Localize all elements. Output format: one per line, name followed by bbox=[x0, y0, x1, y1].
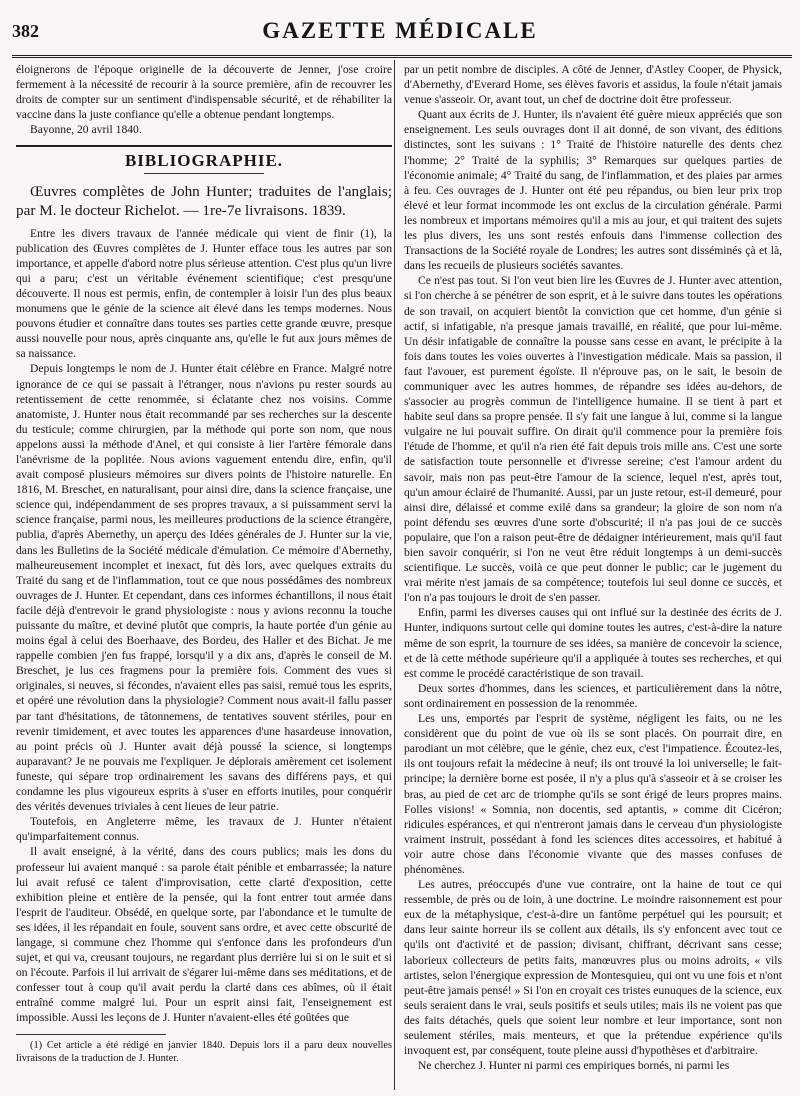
left-column bbox=[16, 62, 392, 1065]
book-title: Œuvres complètes de John Hunter; traduites de l'anglais; par M. le docteur Richelot. — 1re-7e livraisons. 1839. bbox=[16, 182, 392, 219]
section-title: BIBLIOGRAPHIE. bbox=[124, 151, 284, 171]
body-paragraph: Ne cherchez J. Hunter ni parmi ces empiriques bornés, ni parmi les bbox=[418, 1059, 730, 1073]
body-paragraph: Ce n'est pas tout. Si l'on veut bien lire les Œuvres de J. Hunter avec attention, si l'on cherche à se pénétrer de son esprit, et à le suivre dans toutes les opérations de son travail, on acquiert bientôt la conviction que cet homme, d'un génie si actif, si infatigable, n'a presque jamais travaillé, en réalité, que pour lui-même. Un désir infatigable de connaître la pousse sans cesse en avant, le précipite à la fois dans toutes les voies ouvertes à l'investigation médicale. Mais sa passion, il faut l'avouer, est purement égoïste. Il n'éprouve pas, on le sait, le besoin de communiquer avec les autres hommes, de répandre ses idées au-dehors, de s'associer au progrès commun de l'intelligence humaine. Il se tient à part et habite seul dans sa propre pensée. Il s'y fait une langue à lui, comme si la langue vulgaire ne lui pouvait suffire. On dirait qu'il commence pour la première fois l'étude de l'homme, et qu'il n'a rien été fait depuis trois mille ans. C'est une sorte de satisfaction toute personnelle et d'ivresse sereine; c'est l'amour ardent du savoir, mais non pas peut-être l'amour de la science, lequel n'est, après tout, qu'un amour éclairé de l'humanité. Aussi, par un juste retour, est-il demeuré, pour ainsi dire, délaissé et comme exilé dans sa grandeur; la gloire de son nom n'a point défendu ses œuvres d'une sorte d'obscurité; il n'a pas joui de ce succès populaire, que l'on a raison peut-être de dédaigner intérieurement, mais qu'il faut bien savoir conquérir, si l'on ne veut être réduit longtemps à un demi-succès scientifique. Le succès, voilà ce que peut donner le public; car le jugement du vrai mérite n'est jamais de sa compétence; toutefois lui seul donne ce succès, et l'on n'a pas toujours le droit de s'en passer. bbox=[404, 274, 782, 605]
column-separator bbox=[394, 60, 395, 1090]
section-divider bbox=[16, 145, 392, 147]
body-paragraph: Enfin, parmi les diverses causes qui ont influé sur la destinée des écrits de J. Hunter, indiquons surtout celle qui domine toutes les autres, c'est-à-dire la nature même de son esprit, la tournure de ses idées, sa manière de concevoir la science, et de là cette méthode supérieure qu'il a appliquée à toutes ses recherches, et qui est comme le procédé caractéristique de son travail. bbox=[404, 606, 782, 680]
body-paragraph: Entre les divers travaux de l'année médicale qui vient de finir (1), la publication des Œuvres complètes de J. Hunter efface tous les autres par son importance, et appelle d'abord notre plus sérieuse attention. C'est plus qu'un livre qui a paru; c'est un véritable événement scientifique; c'est presqu'une découverte. Il nous est permis, enfin, de contempler à loisir l'un des plus beaux monumens que le génie de la science ait élevé dans les temps modernes. Nous pouvons étudier et connaître dans toutes ses parties cette grande œuvre, presque aussi nouvelle pour nous, après cinquante ans, qu'elle le fut aux jours mêmes de sa naissance. bbox=[16, 226, 392, 361]
body-paragraph: Deux sortes d'hommes, dans les sciences, et particulièrement dans la nôtre, sont ordinairement en possession de la renommée. bbox=[404, 681, 782, 710]
footnote: (1) Cet article a été rédigé en janvier 1840. Depuis lors il a paru deux nouvelles livraisons de la traduction de J. Hunter. bbox=[16, 1039, 392, 1064]
body-paragraph: Les autres, préoccupés d'une vue contraire, ont la haine de tout ce qui ressemble, de près ou de loin, à une doctrine. Le moindre raisonnement est pour eux de la métaphysique, c'est-à-dire un fantôme perpétuel qui les poursuit; et dans leur sainte horreur ils se collent aux détails, ils s'y enfoncent avec tout ce qu'ils ont d'activité et de passion; divisant, chiffrant, décrivant sans cesse; laborieux collecteurs de petits faits, manœuvres plus ou moins adroits, « vils artistes, selon l'énergique expression de Montesquieu, qui ont vu une fois et n'ont peut-être jamais pensé! » Si l'on en croyait ces tristes eunuques de la science, eux seuls seraient dans le vrai, seuls positifs et seuls utiles; mais ils ne voient pas que des faits détachés, quels que soient leur nombre et leur importance, sont non seulement stériles, mais menteurs, et que la prétendue expérience qu'ils invoquent est, par conséquent, toute pleine aussi d'hypothèses et d'arbitraire. bbox=[404, 878, 782, 1058]
body-paragraph: Depuis longtemps le nom de J. Hunter était célèbre en France. Malgré notre ignorance de ce qui se passait à l'étranger, nous n'avions pu rester sourds au retentissement de cette renommée, si éclatante chez nos voisins. Comme anatomiste, J. Hunter nous était recommandé par ses recherches sur la descente du testicule; comme chirurgien, par la méthode qui porte son nom, que nous appelons aussi la méthode d'Anel, et qui consiste à lier l'artère fémorale dans l'anévrisme de la poplitée. Nous avions vaguement entendu dire, enfin, qu'il avait composé plusieurs mémoires sur divers points de l'histoire naturelle. En 1816, M. Breschet, en naturalisant, pour ainsi dire, dans la science française, une science qui, indépendamment de ses propres travaux, a si puissamment servi la science française, parmi nous, les meilleures productions de la science étrangère, publia, d'après Abernethy, un aperçu des Idées générales de J. Hunter sur la vie, dans les Bulletins de la Société médicale d'émulation. Ce mémoire d'Abernethy, malheureusement incomplet et inexact, fut dès lors, avec quelques extraits du Traité du sang et de l'inflammation, tout ce que nous possédâmes des nombreux ouvrages de J. Hunter. Et cependant, dans ces informes échantillons, il nous était facile déjà d'entrevoir le grand physiologiste : nous y avions reconnu la touche puissante du maître, et deviné plutôt que compris, la haute portée d'un génie au moins égal à celui des Boerhaave, des Bordeu, des Haller et des Bichat. Je me rappelle combien j'en fus frappé, lorsqu'il y a dix ans, d'après le conseil de M. Breschet, je lus ces fragmens pour la première fois. Comment des vues si originales, si neuves, si fécondes, n'avaient elles pas saisi, remué tous les esprits, et opéré une révolution dans la physiologie? Comment nous avait-il fallu passer par tant d'hésitations, de tâtonnemens, de tentatives souvent stériles, pour en revenir timidement, et avec toutes les apparences d'une hasardeuse innovation, au point précis où J. Hunter avait déjà poussé la science, si longtemps auparavant? Je ne pouvais me l'expliquer. Je déplorais amèrement cet isolement funeste, qui sépare trop ordinairement les savans des différens pays, et qui condamne les plus vigoureux esprits à s'user en efforts inutiles, pour conquérir des vérités devenues triviales à cent lieues de leur patrie. bbox=[16, 362, 392, 814]
header-rule bbox=[12, 55, 792, 58]
right-column bbox=[404, 62, 782, 1073]
article-continuation: éloignerons de l'époque originelle de la découverte de Jenner, j'ose croire fermement à la nécessité de recourir à la source première, afin de recouvrer les droits de compter sur un sentiment d'indispensable sécurité, et de réhabiliter la vaccine dans la juste confiance qu'elle a obtenue pendant longtemps. bbox=[16, 63, 392, 122]
body-paragraph: Quant aux écrits de J. Hunter, ils n'avaient été guère mieux appréciés que son enseignement. Les seuls ouvrages dont il ait donné, de son vivant, des éditions distinctes, sont les suivans : 1° Traité de l'histoire naturelle des dents chez l'homme; 2° Traité de la syphilis; 3° Remarques sur quelques parties de l'économie animale; 4° Traité du sang, de l'inflammation, et des plaies par armes à feu. Ces ouvrages de J. Hunter ont été peu répandus, ou bien leur prix trop élevé et leur format incommode les ont exclus de la circulation générale. Parmi les nombreux et importans mémoires qu'il a mis au jour, et qui traitent des sujets les plus divers, les uns sont restés enfouis dans l'immense collection des Transactions de la Société royale de Londres; les autres sont disséminés çà et là, dans les recueils de plusieurs sociétés savantes. bbox=[404, 108, 782, 273]
page-number: 382 bbox=[12, 21, 39, 41]
body-paragraph: par un petit nombre de disciples. A côté de Jenner, d'Astley Cooper, de Physick, d'Abernethy, d'Everard Home, ses élèves favoris et assidus, la foule n'était jamais venue s'asseoir. Or, avant tout, un chef de doctrine doit être professeur. bbox=[404, 63, 782, 107]
body-paragraph: Il avait enseigné, à la vérité, dans des cours publics; mais les dons du professeur lui avaient manqué : sa parole était pénible et embarrassée; la nature lui avait refusé ce talent d'improvisation, cette clarté d'exposition, cette exhibition pleine et entière de la pensée, qui la font entrer tout armée dans l'esprit de l'auditeur. Obsédé, en quelque sorte, par l'abondance et le tumulte de ses idées, il les répandait en foule, souvent sans ordre, et avec cette obscurité de langage, si commune chez l'homme qui s'enfonce dans les profondeurs d'un sujet, et qui va, creusant toujours, ne regardant plus derrière lui si on le suit et si on l'écoute. Parfois il lui arrivait de s'égarer lui-même dans ses méditations, et de confesser tout à coup qu'il avait perdu la clarté dans ces abîmes, où il était entraîné comme malgré lui. Pour un esprit ainsi fait, l'enseignement est impossible. Aussi les leçons de J. Hunter n'avaient-elles été goûtées que bbox=[16, 845, 392, 1025]
title-rule bbox=[144, 173, 264, 174]
body-paragraph: Les uns, emportés par l'esprit de système, négligent les faits, ou ne les considèrent que du point de vue où ils se sont placés. On pourrait dire, en parodiant un mot célèbre, que le génie, chez eux, c'est l'impatience. Écoutez-les, ils ont toujours refait la médecine à neuf; ils ont trouvé la loi universelle; le fait-principe; la dernière borne est posée, il n'y a plus qu'à s'asseoir et à se croiser les bras, au pied de cet arc de triomphe qu'ils se sont érigé de leurs propres mains. Folles visions! « Somnia, non docentis, sed aptantis, » comme dit Cicéron; ridicules espérances, et qui n'entreront jamais dans le cerveau d'un physiologiste vraiment instruit, possédant à fond les sciences dites accessoires, et habitué à voir autre chose dans l'économie vivante que des masses confuses de phénomènes. bbox=[404, 712, 782, 876]
body-paragraph: Toutefois, en Angleterre même, les travaux de J. Hunter n'étaient qu'imparfaitement connus. bbox=[16, 815, 392, 844]
publication-title: GAZETTE MÉDICALE bbox=[262, 18, 538, 43]
page-header bbox=[12, 18, 788, 46]
article-signature: Bayonne, 20 avril 1840. bbox=[30, 123, 142, 137]
footnote-rule bbox=[16, 1034, 166, 1035]
